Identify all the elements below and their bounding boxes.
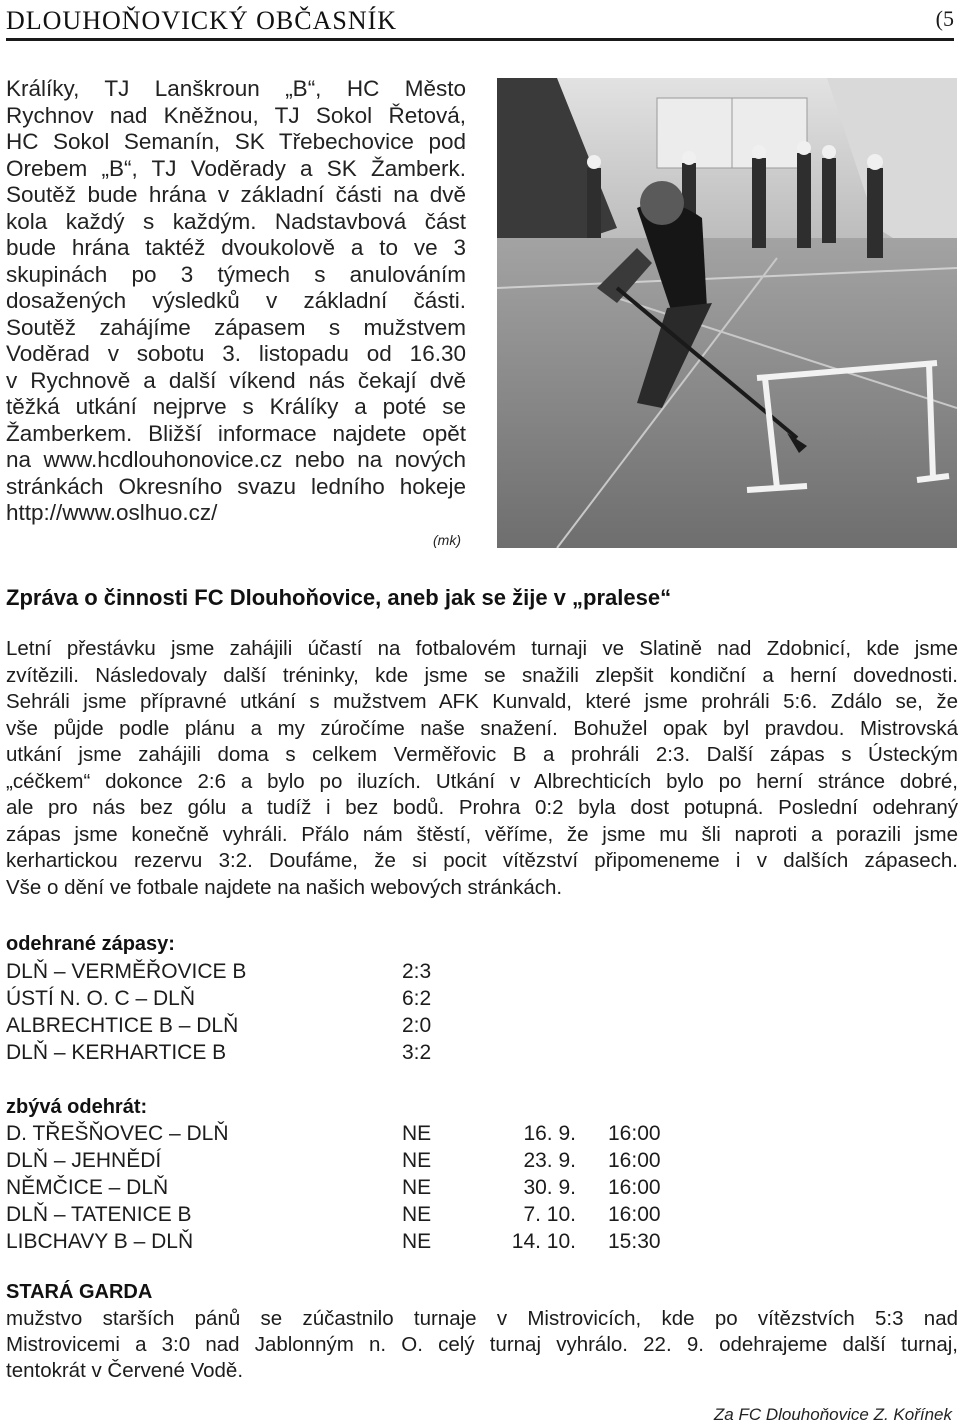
intro-line: dosažených výsledků v základní části.: [6, 288, 466, 313]
report-line: kerhartickou rezervu 3:2. Doufáme, že si pocit vítězství připomeneme i v dalších zápasech.: [6, 849, 958, 872]
old-guard-line: tentokrát v Červené Vodě.: [6, 1359, 244, 1382]
report-line: vše půjde podle plánu a my zúročíme naše snažení. Bohužel opak byl pravdou. Mistrovská: [6, 716, 958, 740]
photo-illustration: [497, 78, 957, 548]
intro-line: v Rychnově a další víkend nás čekají dvě: [6, 367, 466, 393]
fixture-row: [6, 1149, 706, 1175]
fixture-day: NE: [402, 1203, 432, 1226]
fixture-time: 16:00: [608, 1203, 661, 1226]
old-guard-heading: STARÁ GARDA: [6, 1281, 153, 1303]
intro-line: kola každý s každým. Nadstavbová část: [6, 208, 466, 234]
remaining-heading: zbývá odehrát:: [6, 1096, 148, 1118]
result-score: 2:0: [402, 1014, 432, 1037]
report-body: [6, 636, 958, 901]
intro-line: bude hrána taktéž dvoukolově a to ve 3: [6, 235, 466, 260]
intro-line: Soutěž bude hrána v základní části na dvě: [6, 182, 466, 207]
result-teams: DLŇ – KERHARTICE B: [6, 1041, 227, 1064]
intro-line: Rychnov nad Kněžnou, TJ Sokol Řetová,: [6, 102, 466, 128]
fixture-teams: DLŇ – TATENICE B: [6, 1203, 192, 1226]
page-header: [6, 0, 954, 44]
intro-line: těžká utkání nejprve s Králíky a poté se: [6, 394, 466, 419]
intro-credit: (mk): [433, 532, 461, 548]
fixture-date: 14. 10.: [511, 1230, 576, 1253]
result-row: [6, 1041, 706, 1067]
report-line: Vše o dění ve fotbale najdete na našich webových stránkách.: [6, 875, 563, 899]
fixture-date: 30. 9.: [523, 1176, 576, 1199]
fixture-time: 16:00: [608, 1149, 661, 1172]
fixture-date: 7. 10.: [523, 1203, 576, 1226]
report-line: utkání jsme zahájili doma s celkem Verměřovic B a prohráli 2:3. Další zápas s Ústeckým: [6, 743, 958, 766]
report-line: zvítězili. Následovaly další tréninky, kde jsme se snažili zlepšit kondiční a herní dovednosti.: [6, 663, 958, 687]
intro-article: [6, 76, 466, 527]
intro-line: na www.hcdlouhonovice.cz nebo na nových: [6, 447, 466, 472]
intro-line: Voděrad v sobotu 3. listopadu od 16.30: [6, 341, 466, 366]
fixture-date: 16. 9.: [523, 1122, 576, 1145]
intro-line: skupinách po 3 týmech s anulováním: [6, 261, 466, 287]
intro-line: Soutěž zahájíme zápasem s mužstvem: [6, 314, 466, 340]
intro-line: Králíky, TJ Lanškroun „B“, HC Město: [6, 76, 466, 101]
hockey-training-photo: [497, 78, 957, 548]
report-line: „céčkem“ dokonce 2:6 a bylo po iluzích. Utkání v Albrechticích bylo po herní stránce dobré,: [6, 769, 958, 793]
page-number: (5: [935, 6, 954, 31]
intro-line: stránkách Okresního svazu ledního hokeje: [6, 473, 466, 499]
result-row: [6, 960, 706, 986]
fixture-day: NE: [402, 1176, 432, 1199]
fixture-teams: D. TŘEŠŇOVEC – DLŇ: [6, 1122, 229, 1145]
report-line: Sehráli jsme přípravné utkání s mužstvem AFK Kunvald, které jsme prohráli 5:6. Zdálo se, že: [6, 690, 958, 713]
report-line: ale pro nás bez gólu a tudíž i bez bodů. Prohra 0:2 byla dost potupná. Poslední odehraný: [6, 796, 958, 819]
result-score: 3:2: [402, 1041, 432, 1064]
report-line: Letní přestávku jsme zahájili účastí na fotbalovém turnaji ve Slatině nad Zdobnicí, kde jsme: [6, 637, 958, 660]
old-guard-line: Mistrovicemi a 3:0 nad Jablonným n. O. celý turnaj vyhrálo. 22. 9. odehrajeme další turnaj,: [6, 1333, 958, 1356]
result-teams: DLŇ – VERMĚŘOVICE B: [6, 960, 247, 983]
newsletter-title: DLOUHOŇOVICKÝ OBČASNÍK: [6, 6, 398, 35]
old-guard-line: mužstvo starších pánů se zúčastnilo turnaje v Mistrovicích, kde po vítězstvích 5:3 nad: [6, 1307, 958, 1330]
results-heading: odehrané zápasy:: [6, 933, 175, 955]
result-row: [6, 987, 706, 1013]
result-score: 6:2: [402, 987, 432, 1010]
fixture-date: 23. 9.: [523, 1149, 576, 1172]
result-score: 2:3: [402, 960, 432, 983]
fixture-day: NE: [402, 1149, 432, 1172]
fixture-row: [6, 1122, 706, 1148]
report-line: zápas jsme konečně vyhráli. Přálo nám štěstí, věříme, že jsme mu šli naproti a porazili jsme: [6, 822, 958, 846]
intro-line: Žamberkem. Bližší informace najdete opět: [6, 420, 466, 446]
result-row: [6, 1014, 706, 1040]
fixture-time: 15:30: [608, 1230, 661, 1253]
header-rule: [6, 38, 954, 41]
intro-line: http://www.oslhuo.cz/: [6, 500, 218, 525]
section-heading: Zpráva o činnosti FC Dlouhoňovice, aneb jak se žije v „pralese“: [6, 585, 672, 610]
old-guard-body: [6, 1306, 958, 1384]
fixture-row: [6, 1230, 706, 1256]
fixture-time: 16:00: [608, 1122, 661, 1145]
result-teams: ALBRECHTICE B – DLŇ: [6, 1014, 239, 1037]
fixture-teams: LIBCHAVY B – DLŇ: [6, 1230, 194, 1253]
fixture-row: [6, 1176, 706, 1202]
intro-line: HC Sokol Semanín, SK Třebechovice pod: [6, 129, 466, 154]
fixture-day: NE: [402, 1230, 432, 1253]
fixture-teams: DLŇ – JEHNĚDÍ: [6, 1149, 162, 1172]
fixture-row: [6, 1203, 706, 1229]
fixture-day: NE: [402, 1122, 432, 1145]
fixture-time: 16:00: [608, 1176, 661, 1199]
fixture-teams: NĚMČICE – DLŇ: [6, 1176, 169, 1199]
signature: Za FC Dlouhoňovice Z. Kořínek: [713, 1405, 952, 1424]
result-teams: ÚSTÍ N. O. C – DLŇ: [6, 987, 196, 1010]
intro-line: Orebem „B“, TJ Voděrady a SK Žamberk.: [6, 155, 466, 181]
